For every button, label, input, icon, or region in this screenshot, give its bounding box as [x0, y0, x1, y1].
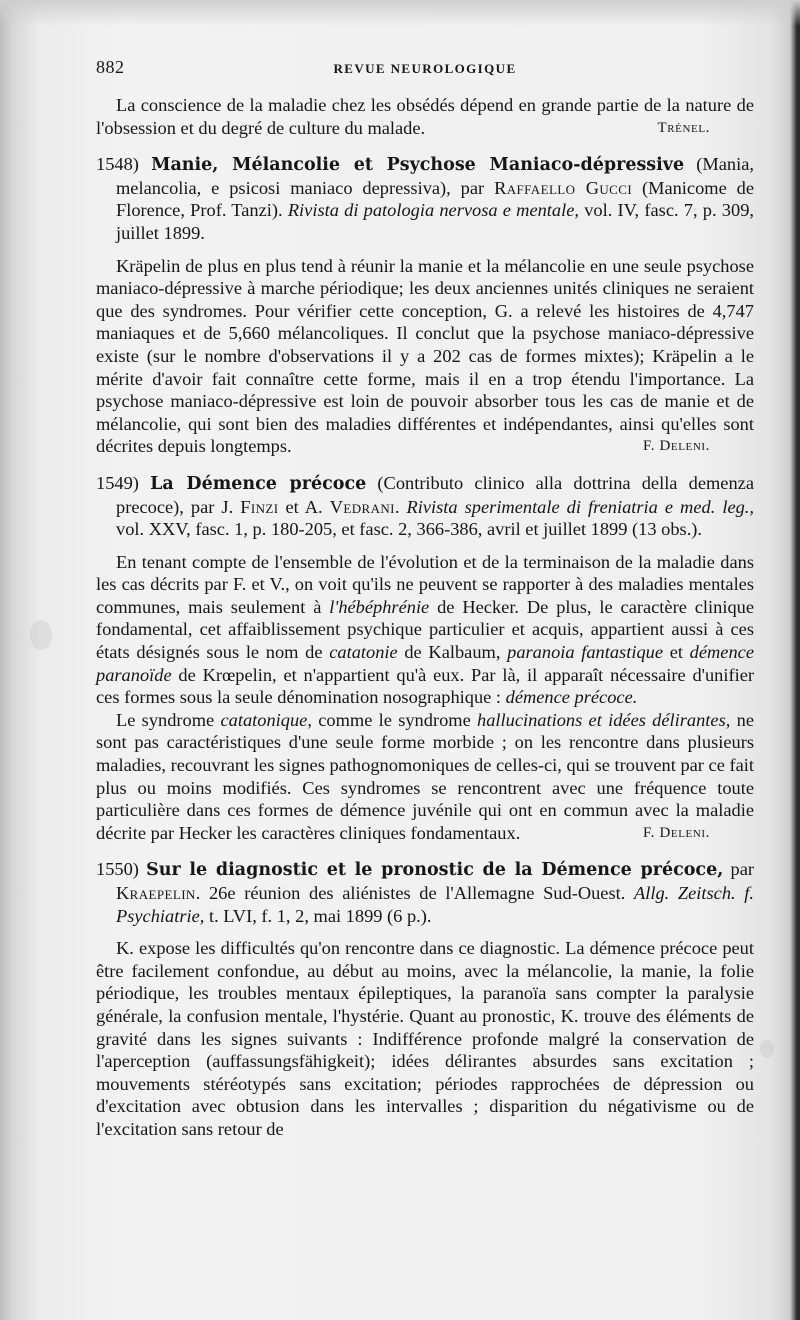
signature: F. Deleni.	[643, 824, 710, 841]
italic-text: Rivista di patologia nervosa e mentale,	[287, 200, 579, 221]
intro-text: La conscience de la maladie chez les obsédés dépend en grande partie de la nature de l'obsession et du degré de culture du malade.	[96, 95, 754, 138]
running-head: REVUE NEUROLOGIQUE	[333, 61, 517, 76]
text-run: et	[663, 642, 690, 663]
text-run: (Manicome de Florence, Prof. Tanzi).	[116, 177, 754, 221]
intro-paragraph	[96, 94, 754, 139]
author-name: Raffaello Gucci	[494, 177, 633, 198]
entry-title: Sur le diagnostic et le pronostic de la Démence précoce,	[146, 860, 724, 881]
author-name: Kraepelin	[116, 883, 196, 903]
page-header	[96, 56, 754, 84]
page-number: 882	[96, 57, 125, 77]
entry-paragraph	[96, 937, 754, 1140]
entry-number: 1550)	[96, 859, 147, 880]
text-run: par	[723, 859, 754, 880]
italic-text: hallucinations et idées délirantes,	[477, 709, 731, 730]
italic-text: paranoia fantastique	[507, 642, 663, 663]
text-run: Le syndrome	[116, 709, 221, 730]
signature: F. Deleni.	[643, 438, 710, 455]
text-run: et A.	[278, 496, 330, 517]
text-run: de Hecker. De plus, le caractère clinique fondamental, cet affaiblissement psychique particulier et acquis, appartient aussi à ces états désignés sous le nom de	[96, 596, 754, 663]
scan-smudge	[760, 1040, 774, 1058]
entry-number: 1548)	[96, 154, 152, 175]
author-name: Finzi	[240, 496, 279, 517]
review-entry	[96, 858, 754, 1140]
text-run: (Mania, melancolia, e psicosi maniaco depressiva), par	[116, 154, 755, 198]
italic-text: l'hébéphrénie	[329, 596, 430, 617]
author-name: Vedrani	[329, 496, 395, 517]
entry-paragraph	[96, 709, 754, 845]
entry-heading	[96, 472, 754, 541]
review-entry	[96, 472, 754, 845]
text-run: comme le syndrome	[311, 709, 478, 730]
italic-text: catatonie	[329, 642, 398, 663]
entry-heading	[96, 153, 754, 244]
entry-title: Manie, Mélancolie et Psychose Maniaco-dépressive	[151, 155, 685, 176]
italic-text: Rivista sperimentale di freniatria e med. leg.,	[406, 496, 754, 517]
signature: Trénel.	[657, 119, 710, 136]
page-content	[96, 56, 754, 1141]
italic-text: catatonique,	[220, 709, 312, 730]
review-entry	[96, 153, 754, 458]
text-run: (Contributo clinico alla dottrina della demenza precoce), par J.	[116, 472, 754, 517]
italic-text: démence paranoïde	[96, 642, 754, 685]
text-run: Kräpelin de plus en plus tend à réunir la manie et la mélancolie en une seule psychose maniaco-dépressive à marche périodique; les deux anciennes unités cliniques ne seraient que des syndromes. Pour vérifier cette conception, G. a relevé les histoires de 4,747 maniaques et de 5,660 mélancoliques. Il conclut que la psychose maniaco-dépressive existe (sur le nombre d'observations il y a 202 cas de formes mixtes); Kräpelin a le mérite d'avoir fait connaître cette forme, mais il en a trop étendu l'importance. La psychose maniaco-dépressive est loin de pouvoir absorber tous les cas de manie et de mélancolie, qui sont bien des maladies différentes et indépendantes, ainsi qu'elles sont décrites depuis longtemps.	[96, 255, 754, 457]
text-run: vol. IV, fasc. 7, p. 309, juillet 1899.	[116, 200, 754, 243]
entry-paragraph	[96, 255, 754, 458]
italic-text: Allg. Zeitsch. f. Psychiatrie,	[116, 883, 754, 926]
italic-text: démence précoce.	[505, 687, 638, 708]
text-run: vol. XXV, fasc. 1, p. 180-205, et fasc. 2, 366-386, avril et juillet 1899 (13 obs.).	[116, 519, 703, 540]
entry-number: 1549)	[96, 472, 151, 493]
text-run: K. expose les difficultés qu'on rencontre dans ce diagnostic. La démence précoce peut être facilement confondue, au début au moins, avec la mélancolie, la manie, la folie périodique, les troubles mentaux épileptiques, la paranoïa sans compter la paralysie générale, la confusion mentale, l'hystérie. Quant au pronostic, K. trouve des éléments de gravité dans les signes suivants : Indifférence profonde malgré la conservation de l'aperception (auffassungsfähigkeit); idées délirantes absurdes sans excitation ; mouvements stéréotypés sans excitation; périodes rapprochées de dépression ou d'excitation avec obtusion dans les intervalles ; disparition du négativisme ou de l'excitation sans retour de	[96, 938, 754, 1139]
text-run: En tenant compte de l'ensemble de l'évolution et de la terminaison de la maladie dans les cas décrits par F. et V., on voit qu'ils ne peuvent se rapporter à des maladies mentales communes, mais seulement à	[96, 551, 754, 617]
text-run: .	[394, 496, 407, 517]
scan-smudge	[30, 620, 52, 650]
entry-title: La Démence précoce	[150, 473, 367, 494]
review-entries	[96, 153, 754, 1140]
text-run: de Krœpelin, et n'appartient qu'à eux. Par là, il apparaît nécessaire d'unifier ces formes sous la seule dénomination nosographique :	[96, 664, 754, 708]
text-run: de Kalbaum,	[397, 642, 508, 663]
text-run: . 26e réunion des aliénistes de l'Allemagne Sud-Ouest.	[195, 883, 634, 903]
text-run: ne sont pas caractéristiques d'une seule forme morbide ; on les rencontre dans plusieurs maladies, recouvrant les signes pathognomoniques de celles-ci, qui se trouvent par ce fait plus ou moins modifiés. Ces syndromes se rencontrent avec une fréquence toute particulière dans ces formes de démence juvénile qui ont en commun avec la maladie décrite par Hecker les caractères cliniques fondamentaux.	[96, 709, 754, 843]
entry-paragraph	[96, 551, 754, 709]
text-run: t. LVI, f. 1, 2, mai 1899 (6 p.).	[204, 905, 432, 926]
entry-heading	[96, 858, 754, 927]
